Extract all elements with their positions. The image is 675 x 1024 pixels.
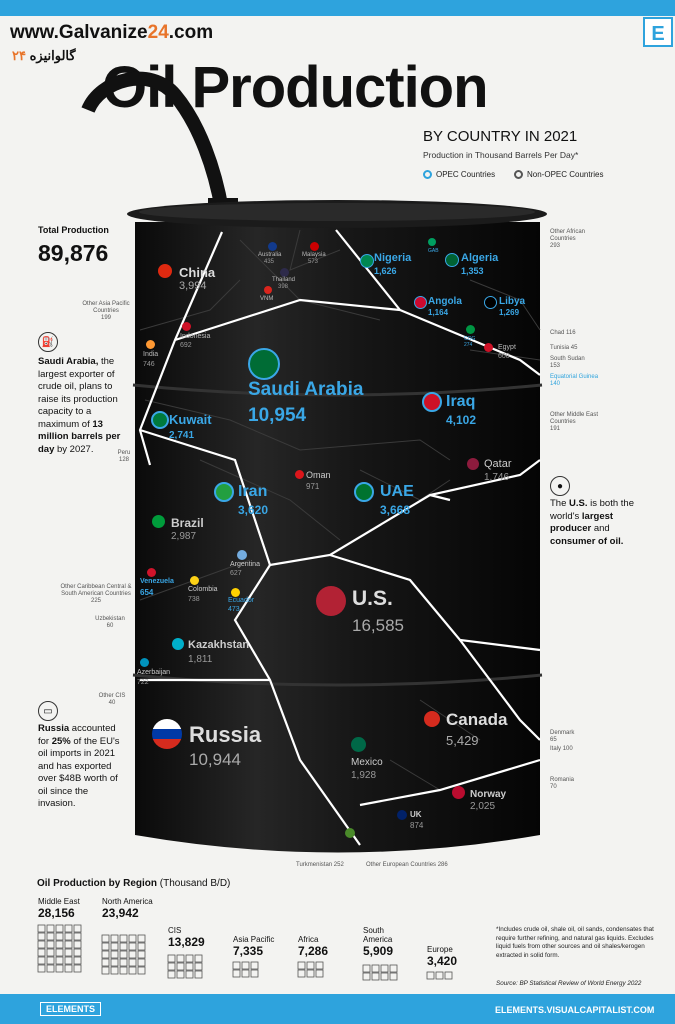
- barrel-pictogram-icon: [138, 935, 145, 942]
- label-other-me: Other Middle East Countries 191: [550, 412, 599, 432]
- country-name: China: [179, 265, 216, 280]
- barrel-pictogram-icon: [363, 965, 370, 972]
- barrel-icon: ⛽: [38, 332, 58, 352]
- elements-logo: E: [643, 17, 673, 47]
- country-value: 1,746: [484, 472, 510, 483]
- barrel-pictogram-icon: [307, 962, 314, 969]
- country-value: 274: [464, 342, 473, 348]
- barrel-pictogram-icon: [65, 933, 72, 940]
- barrel-pictogram-icon: [390, 973, 397, 980]
- country-value: 1,164: [428, 308, 449, 317]
- barrel-pictogram-icon: [177, 963, 184, 970]
- barrel-pictogram-icon: [56, 925, 63, 932]
- barrel-pictogram-icon: [168, 955, 175, 962]
- regions-title: Oil Production by Region (Thousand B/D): [37, 878, 231, 889]
- barrel-pictogram-icon: [47, 965, 54, 972]
- barrel-pictogram-icon: [65, 941, 72, 948]
- barrel-pictogram-icon: [120, 967, 127, 974]
- label-other-asia: Other Asia Pacific Countries 199: [82, 301, 130, 321]
- barrel-pictogram-icon: [177, 955, 184, 962]
- label-other-african: Other African Countries 293: [550, 229, 586, 249]
- barrel-pictogram-icon: [233, 962, 240, 969]
- country-name: Colombia: [188, 586, 218, 593]
- barrel-pictogram-icon: [381, 973, 388, 980]
- barrel-pictogram-icon: [168, 963, 175, 970]
- barrel-pictogram-icon: [138, 951, 145, 958]
- barrel-pictogram-icon: [233, 970, 240, 977]
- barrel-pictogram-icon: [316, 962, 323, 969]
- country-name: Australia: [258, 252, 282, 258]
- country-name: Russia: [189, 722, 262, 747]
- barrel-pictogram-icon: [242, 962, 249, 969]
- region-asia-pacific: Asia Pacific 7,335: [233, 935, 275, 958]
- country-value: 398: [278, 284, 289, 290]
- label-uzbekistan: Uzbekistan 60: [95, 616, 125, 629]
- barrel-pictogram-icon: [56, 933, 63, 940]
- barrel-pictogram-icon: [111, 935, 118, 942]
- country-value: 2,741: [169, 430, 195, 441]
- note-saudi: Saudi Arabia, the largest exporter of crude oil, plans to raise its production capacity to a maximum of 13 million barrels per day by 2027.: [38, 356, 121, 455]
- barrel-pictogram-icon: [120, 959, 127, 966]
- barrel-pictogram-icon: [65, 949, 72, 956]
- country-name: India: [143, 351, 159, 358]
- barrel-pictogram-icon: [74, 957, 81, 964]
- country-name: U.S.: [352, 587, 393, 610]
- barrel-pictogram-icon: [372, 965, 379, 972]
- country-name: Brazil: [171, 516, 204, 530]
- country-value: 1,626: [374, 266, 397, 276]
- barrel-pictogram-icon: [47, 941, 54, 948]
- barrel-pictogram-icon: [56, 949, 63, 956]
- barrel-pictogram-icon: [38, 965, 45, 972]
- country-name: UK: [410, 810, 422, 819]
- country-name: Malaysia: [302, 252, 326, 258]
- barrel-pictogram-icon: [47, 925, 54, 932]
- country-value: 1,353: [461, 266, 484, 276]
- label-chad: Chad 116: [550, 330, 576, 336]
- country-value: 627: [230, 570, 242, 577]
- barrel-pictogram-icon: [195, 955, 202, 962]
- barrel-pictogram-icon: [102, 967, 109, 974]
- label-other-caribbean: Other Caribbean Central & South American Countries 225: [60, 584, 132, 604]
- barrel-pictogram-icon: [74, 949, 81, 956]
- page-subtitle: BY COUNTRY IN 2021: [423, 128, 578, 145]
- barrel-pictogram-icon: [129, 959, 136, 966]
- country-value: 573: [308, 259, 319, 265]
- barrel-pictogram-icon: [47, 949, 54, 956]
- label-other-europe: Other European Countries 286: [366, 862, 448, 868]
- barrel-pictogram-icon: [56, 957, 63, 964]
- region-middle-east: Middle East 28,156: [38, 897, 80, 920]
- country-value: 3,668: [380, 503, 411, 517]
- country-value: 3,994: [179, 280, 207, 292]
- barrel-pictogram-icon: [38, 949, 45, 956]
- country-name: UAE: [380, 483, 414, 500]
- label-peru: Peru 128: [117, 450, 131, 463]
- country-value: 473: [228, 606, 240, 613]
- barrel-pictogram-icon: [65, 965, 72, 972]
- barrel-pictogram-icon: [102, 951, 109, 958]
- barrel-pictogram-icon: [56, 965, 63, 972]
- barrel-pictogram-icon: [177, 971, 184, 978]
- label-tunisia: Tunisia 45: [550, 345, 578, 351]
- barrel-pictogram-icon: [120, 943, 127, 950]
- note-us: The U.S. is both the world's largest producer and consumer of oil.: [550, 498, 634, 547]
- barrel-pictogram-icon: [65, 925, 72, 932]
- country-name: Venezuela: [140, 578, 174, 585]
- barrel-pictogram-icon: [47, 933, 54, 940]
- unit-note: Production in Thousand Barrels Per Day*: [423, 150, 579, 160]
- country-value: 5,429: [446, 733, 479, 748]
- barrel-pictogram-icon: [38, 957, 45, 964]
- barrel-pictogram-icon: [195, 963, 202, 970]
- barrel-pictogram-icon: [74, 925, 81, 932]
- footnote: *Includes crude oil, shale oil, oil sands, condensates that require further refining, and natural gas liquids. Excludes liquid fuels from other sources and oil shales/kerogen extracted in solid form.: [496, 926, 654, 959]
- country-name: Ecuador: [228, 597, 255, 604]
- country-value: 654: [140, 588, 154, 597]
- barrel-pictogram-icon: [120, 951, 127, 958]
- barrel-pictogram-icon: [102, 959, 109, 966]
- country-name: Saudi Arabia: [248, 379, 364, 400]
- truck-icon: ▭: [38, 701, 58, 721]
- barrel-pictogram-icon: [65, 957, 72, 964]
- watermark-persian: ۲۴ گالوانیزه: [12, 48, 76, 63]
- barrel-pictogram-icon: [74, 933, 81, 940]
- watermark-site: www.Galvanize24.com: [10, 22, 214, 43]
- barrel-pictogram-icon: [186, 971, 193, 978]
- label-south-sudan: South Sudan 153: [550, 356, 585, 369]
- barrel-pictogram-icon: [390, 965, 397, 972]
- country-value: 10,954: [248, 405, 307, 426]
- country-value: 435: [264, 259, 275, 265]
- country-name: VNM: [260, 296, 274, 302]
- barrel-pictogram-icon: [251, 970, 258, 977]
- country-name: Qatar: [484, 458, 512, 470]
- country-name: Canada: [446, 710, 508, 729]
- country-name: Algeria: [461, 252, 499, 264]
- barrel-pictogram-icon: [186, 963, 193, 970]
- barrel-pictogram-icon: [102, 935, 109, 942]
- barrel-pictogram-icon: [111, 959, 118, 966]
- legend-non-opec: Non-OPEC Countries: [514, 170, 603, 179]
- country-name: COG: [464, 336, 476, 342]
- barrel-pictogram-icon: [38, 941, 45, 948]
- country-value: 4,102: [446, 413, 477, 427]
- footer-site: ELEMENTS.VISUALCAPITALIST.COM: [495, 1005, 655, 1015]
- barrel-pictogram-icon: [195, 971, 202, 978]
- barrel-pictogram-icon: [56, 941, 63, 948]
- region-europe: Europe 3,420: [427, 945, 458, 968]
- barrel-pictogram-icon: [168, 971, 175, 978]
- barrel-pictogram-icon: [111, 943, 118, 950]
- country-name: Kuwait: [169, 412, 212, 427]
- country-value: 971: [306, 482, 320, 491]
- barrel-pictogram-icon: [129, 935, 136, 942]
- country-name: GAB: [428, 248, 439, 254]
- country-name: Kazakhstan: [188, 639, 250, 651]
- region-cis: CIS 13,829: [168, 926, 205, 949]
- barrel-pictogram-icon: [381, 965, 388, 972]
- total-value: 89,876: [38, 240, 109, 266]
- region-africa: Africa 7,286: [298, 935, 329, 958]
- country-value: 608: [498, 353, 510, 360]
- country-value: 16,585: [352, 616, 404, 635]
- footer-brand: ELEMENTS: [40, 1002, 101, 1016]
- barrel-pictogram-icon: [138, 967, 145, 974]
- barrel-pictogram-icon: [307, 970, 314, 977]
- label-other-cis: Other CIS 40: [98, 693, 126, 706]
- barrel-pictogram-icon: [74, 965, 81, 972]
- country-value: 692: [180, 342, 192, 349]
- total-label: Total Production: [38, 225, 109, 235]
- barrel-pictogram-icon: [436, 972, 443, 979]
- country-value: 1,811: [188, 654, 213, 665]
- country-name: Egypt: [498, 344, 516, 351]
- country-value: 746: [143, 361, 155, 368]
- region-north-america: North America 23,942: [102, 897, 153, 920]
- country-name: Azerbaijan: [137, 669, 171, 676]
- country-name: Libya: [499, 296, 526, 307]
- barrel-pictogram-icon: [316, 970, 323, 977]
- barrel-pictogram-icon: [129, 951, 136, 958]
- label-denmark: Denmark 65: [550, 730, 575, 743]
- barrel-pictogram-icon: [38, 933, 45, 940]
- country-value: 10,944: [189, 750, 241, 769]
- label-italy: Italy 100: [550, 746, 573, 752]
- country-name: Oman: [306, 470, 331, 480]
- barrel-pictogram-icon: [138, 943, 145, 950]
- barrel-pictogram-icon: [186, 955, 193, 962]
- label-romania: Romania 70: [550, 777, 575, 790]
- country-name: Nigeria: [374, 252, 412, 264]
- country-value: 1,928: [351, 770, 377, 781]
- country-value: 874: [410, 821, 424, 830]
- label-eq-guinea: Equatorial Guinea 140: [550, 374, 599, 387]
- oil-drop-icon: ●: [550, 476, 570, 496]
- barrel-pictogram-icon: [111, 951, 118, 958]
- country-name: Iran: [238, 483, 268, 500]
- country-value: 1,269: [499, 308, 520, 317]
- country-value: 2,987: [171, 531, 197, 542]
- country-value: 2,025: [470, 801, 496, 812]
- legend-opec: OPEC Countries: [423, 170, 495, 179]
- barrel-pictogram-icon: [445, 972, 452, 979]
- source-note: Source: BP Statistical Review of World Energy 2022: [496, 980, 642, 987]
- barrel-pictogram-icon: [102, 943, 109, 950]
- label-turkmenistan: Turkmenistan 252: [296, 862, 344, 868]
- note-russia: Russia accounted for 25% of the EU's oil imports in 2021 and has exported over $48B worth of oil since the invasion.: [38, 723, 120, 810]
- barrel-pictogram-icon: [251, 962, 258, 969]
- country-value: 722: [137, 679, 149, 686]
- barrel-pictogram-icon: [298, 970, 305, 977]
- barrel-pictogram-icon: [38, 925, 45, 932]
- page-title: Oil Production: [102, 55, 488, 120]
- barrel-pictogram-icon: [372, 973, 379, 980]
- country-name: Indonesia: [180, 333, 211, 340]
- barrel-pictogram-icon: [298, 962, 305, 969]
- barrel-pictogram-icon: [363, 973, 370, 980]
- barrel-pictogram-icon: [129, 943, 136, 950]
- country-name: Thailand: [272, 277, 296, 283]
- barrel-pictogram-icon: [74, 941, 81, 948]
- country-name: Angola: [428, 296, 462, 307]
- barrel-pictogram-icon: [138, 959, 145, 966]
- country-name: Argentina: [230, 561, 260, 568]
- country-value: 3,620: [238, 503, 269, 517]
- barrel-pictogram-icon: [111, 967, 118, 974]
- barrel-pictogram-icon: [129, 967, 136, 974]
- country-name: Norway: [470, 789, 507, 800]
- country-name: Iraq: [446, 393, 476, 410]
- country-name: Mexico: [351, 757, 383, 768]
- region-south-america: South America 5,909: [363, 926, 394, 958]
- barrel-pictogram-icon: [47, 957, 54, 964]
- barrel-pictogram-icon: [120, 935, 127, 942]
- barrel-pictogram-icon: [242, 970, 249, 977]
- country-value: 738: [188, 596, 200, 603]
- barrel-pictogram-icon: [427, 972, 434, 979]
